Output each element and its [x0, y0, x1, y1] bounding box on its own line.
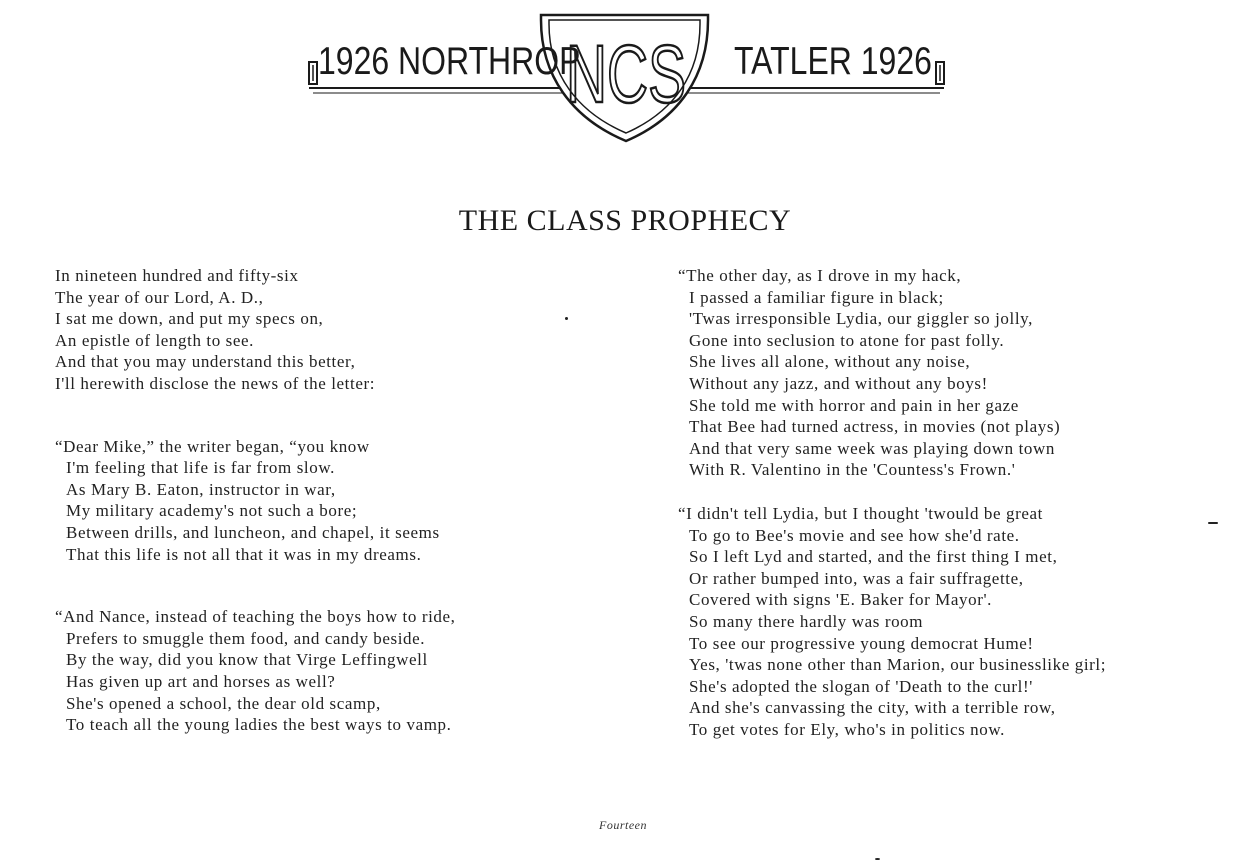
poem-line: “I didn't tell Lydia, but I thought 'twould be great [678, 503, 1043, 523]
poem-line: Yes, 'twas none other than Marion, our businesslike girl; [689, 655, 1107, 675]
poem-line: As Mary B. Eaton, instructor in war, [66, 479, 336, 499]
poem-line: Between drills, and luncheon, and chapel, it seems [66, 522, 440, 542]
poem-line: She's adopted the slogan of 'Death to the curl!' [689, 676, 1033, 696]
poem-line: To get votes for Ely, who's in politics now. [689, 719, 1005, 739]
poem-line: “Dear Mike,” the writer began, “you know [55, 436, 370, 456]
poem-line: She lives all alone, without any noise, [689, 352, 971, 372]
masthead-left-text: 1926 NORTHROP [318, 40, 581, 83]
page-title: THE CLASS PROPHECY [458, 204, 792, 237]
masthead [0, 0, 1236, 150]
poem-line: “The other day, as I drove in my hack, [678, 266, 962, 285]
poem-line: And that very same week was playing down town [689, 438, 1055, 458]
print-speck [565, 317, 568, 320]
poem-line: 'Twas irresponsible Lydia, our giggler so jolly, [689, 309, 1034, 329]
poem-line: Covered with signs 'E. Baker for Mayor'. [689, 590, 993, 610]
page-number: Fourteen [599, 818, 647, 832]
poem-line: Has given up art and horses as well? [66, 671, 336, 691]
print-speck [1208, 522, 1218, 524]
poem-line: I sat me down, and put my specs on, [55, 309, 324, 329]
poem-line: Prefers to smuggle them food, and candy beside. [66, 628, 426, 648]
poem-line: To teach all the young ladies the best ways to vamp. [66, 715, 452, 735]
ncs-monogram [0, 0, 1236, 150]
poem-stanza [55, 436, 615, 566]
poem-left-column [55, 265, 615, 736]
poem-stanza [55, 265, 615, 395]
poem-line: So I left Lyd and started, and the first thing I met, [689, 547, 1058, 567]
poem-right-column [678, 265, 1218, 740]
poem-line: To go to Bee's movie and see how she'd rate. [689, 525, 1020, 545]
poem-stanza [678, 503, 1218, 741]
poem-line: That Bee had turned actress, in movies (not plays) [689, 417, 1061, 437]
poem-line: Gone into seclusion to atone for past folly. [689, 330, 1005, 350]
poem-line: An epistle of length to see. [55, 330, 255, 350]
poem-line: “And Nance, instead of teaching the boys how to ride, [55, 607, 456, 627]
masthead-right-text: TATLER 1926 [734, 40, 932, 83]
poem-line: I'm feeling that life is far from slow. [66, 458, 335, 478]
poem-line: So many there hardly was room [689, 611, 924, 631]
poem-stanza [678, 265, 1218, 481]
poem-line: That this life is not all that it was in my dreams. [66, 544, 422, 564]
poem-stanza [55, 606, 615, 736]
poem-line: To see our progressive young democrat Hume! [689, 633, 1034, 653]
poem-line: Without any jazz, and without any boys! [689, 373, 988, 393]
poem-line: And that you may understand this better, [55, 352, 356, 372]
poem-line: With R. Valentino in the 'Countess's Frown.' [689, 460, 1016, 480]
poem-line: She's opened a school, the dear old scamp, [66, 693, 381, 713]
poem-line: I passed a familiar figure in black; [689, 287, 944, 307]
poem-line: And she's canvassing the city, with a terrible row, [689, 698, 1056, 718]
poem-line: In nineteen hundred and fifty-six [55, 266, 299, 285]
poem-line: My military academy's not such a bore; [66, 501, 358, 521]
print-speck [875, 858, 880, 860]
poem-line: Or rather bumped into, was a fair suffragette, [689, 568, 1024, 588]
poem-line: By the way, did you know that Virge Leffingwell [66, 650, 428, 670]
monogram-letters: NCS [566, 29, 686, 120]
poem-line: She told me with horror and pain in her gaze [689, 395, 1019, 415]
poem-line: The year of our Lord, A. D., [55, 287, 264, 307]
poem-line: I'll herewith disclose the news of the letter: [55, 373, 376, 393]
